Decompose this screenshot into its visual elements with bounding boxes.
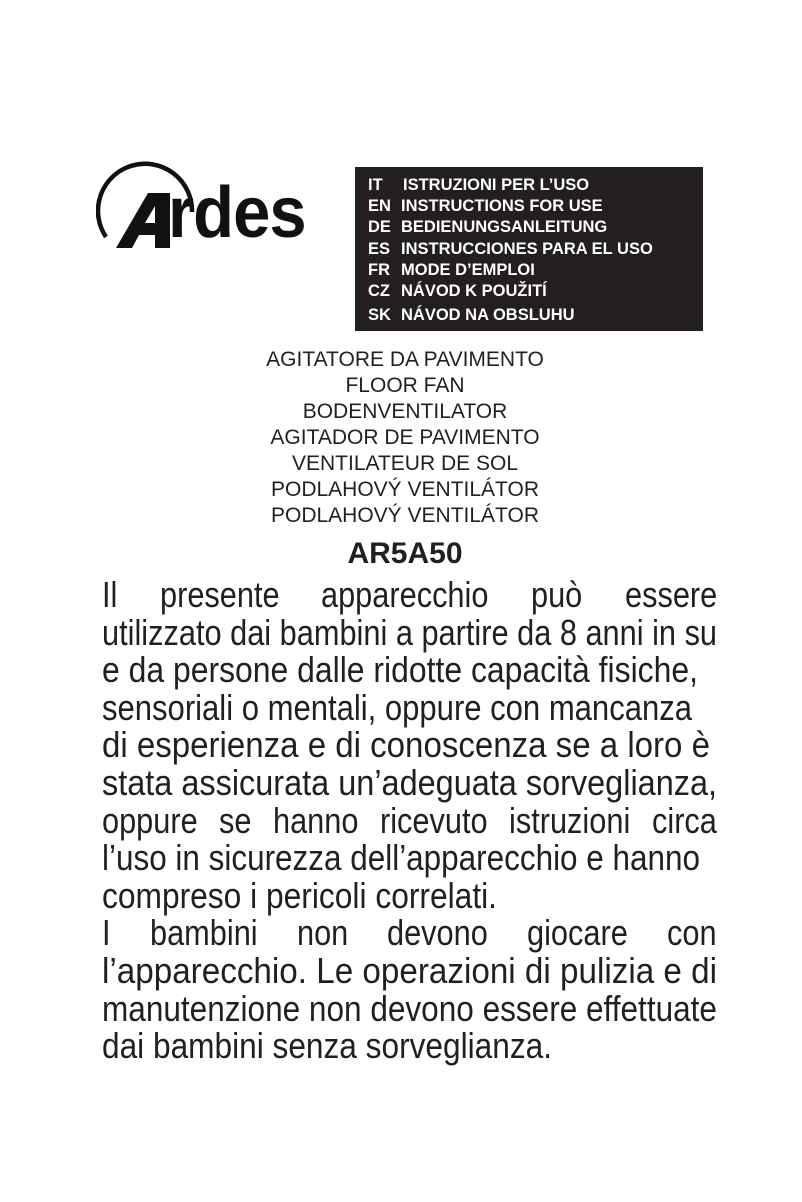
language-instructions-box xyxy=(355,167,703,331)
language-label: NÁVOD K POUŽITÍ xyxy=(401,282,547,300)
language-code: EN xyxy=(368,197,391,215)
warning-line: dai bambini senza sorveglianza. xyxy=(102,1025,553,1067)
warning-word: presente xyxy=(159,574,280,615)
warning-word: essere xyxy=(624,574,717,615)
warning-word: devono xyxy=(387,912,489,954)
warning-word: se xyxy=(219,799,252,841)
product-name-fr: VENTILATEUR DE SOL xyxy=(292,452,518,475)
language-label: INSTRUCTIONS FOR USE xyxy=(401,197,603,215)
product-name-it: AGITATORE DA PAVIMENTO xyxy=(266,348,544,371)
language-code: ES xyxy=(368,240,391,258)
warning-line xyxy=(102,799,717,841)
warning-line xyxy=(102,914,717,952)
warning-line: di esperienza e di conoscenza se a loro è xyxy=(102,724,710,766)
warning-word: circa xyxy=(652,799,717,841)
warning-word: apparecchio xyxy=(321,574,489,615)
warning-word: I xyxy=(102,912,111,954)
product-name-es: AGITADOR DE PAVIMENTO xyxy=(270,426,540,449)
warning-word: oppure xyxy=(102,799,198,841)
model-number: AR5A50 xyxy=(347,537,463,570)
warning-line: l’apparecchio. Le operazioni di pulizia e di xyxy=(102,949,717,991)
language-code: CZ xyxy=(368,282,390,300)
language-label: ISTRUZIONI PER L’USO xyxy=(403,176,590,194)
warning-word: ricevuto xyxy=(380,799,488,841)
safety-warning-text xyxy=(102,576,717,1065)
warning-line: manutenzione non devono essere effettuate xyxy=(102,987,717,1029)
warning-line: stata assicurata un’adeguata sorveglianza, xyxy=(102,761,718,803)
warning-word: può xyxy=(531,574,583,615)
language-label: MODE D’EMPLOI xyxy=(401,261,535,279)
product-name-de: BODENVENTILATOR xyxy=(302,400,508,423)
product-name-en: FLOOR FAN xyxy=(345,374,465,397)
language-label: INSTRUCCIONES PARA EL USO xyxy=(401,240,653,258)
warning-word: bambini xyxy=(149,912,258,954)
warning-word: con xyxy=(667,912,717,954)
language-code: IT xyxy=(368,176,383,194)
ardes-logo xyxy=(96,160,326,260)
warning-word: non xyxy=(296,912,348,954)
logo-brand-suffix: rdes xyxy=(168,173,306,253)
product-name-sk: PODLAHOVÝ VENTILÁTOR xyxy=(270,504,540,527)
warning-word: Il xyxy=(102,574,118,615)
warning-line: compreso i pericoli correlati. xyxy=(102,874,498,916)
warning-word: istruzioni xyxy=(509,799,631,841)
warning-line xyxy=(102,576,717,614)
warning-line: sensoriali o mentali, oppure con mancanza xyxy=(102,686,693,728)
warning-line: e da persone dalle ridotte capacità fisiche, xyxy=(102,649,698,691)
logo-wordmark xyxy=(168,173,306,253)
language-label: NÁVOD NA OBSLUHU xyxy=(401,306,575,324)
warning-word: hanno xyxy=(273,799,359,841)
language-code: SK xyxy=(368,306,391,324)
warning-line: utilizzato dai bambini a partire da 8 anni in su xyxy=(102,611,718,653)
language-code: DE xyxy=(368,218,391,236)
language-label: BEDIENUNGSANLEITUNG xyxy=(401,218,608,236)
product-name-cz: PODLAHOVÝ VENTILÁTOR xyxy=(270,478,540,501)
warning-line: l’uso in sicurezza dell’apparecchio e hanno xyxy=(102,837,700,879)
product-names xyxy=(150,347,660,529)
warning-word: giocare xyxy=(527,912,629,954)
language-code: FR xyxy=(368,261,390,279)
